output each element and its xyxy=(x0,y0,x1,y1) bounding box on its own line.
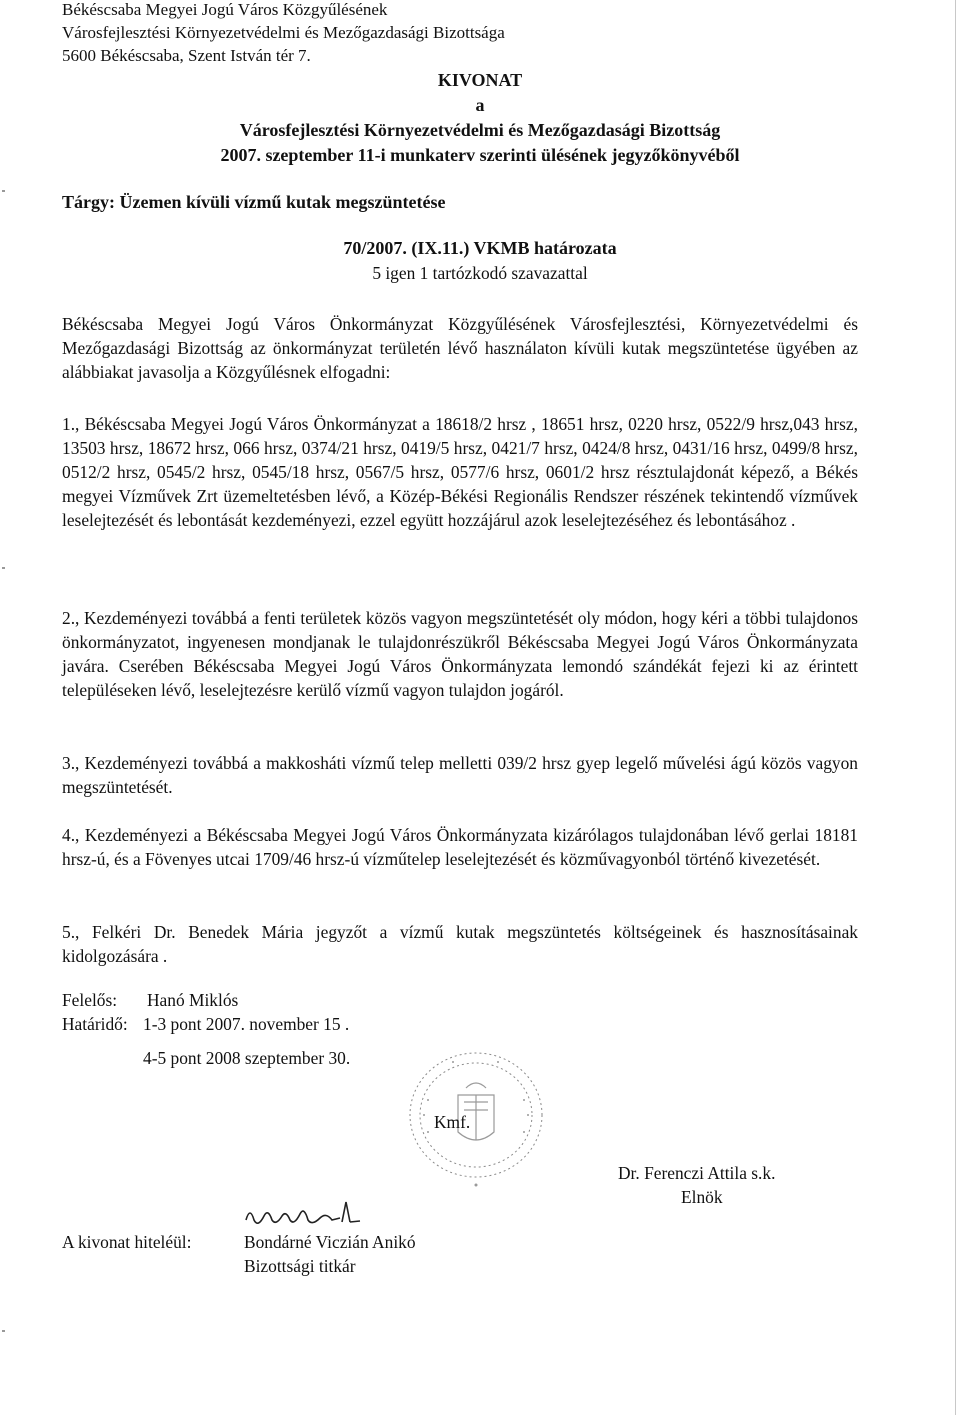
intro-paragraph: Békéscsaba Megyei Jogú Város Önkormányzat Közgyűlésének Városfejlesztési, Környezetvédelmi és Mezőgazdasági Bizottság az önkormányzat területén lévő használaton kívüli kutak megszüntetése ügyében az alábbiakat javasolja a Közgyűlésnek elfogadni: xyxy=(62,314,858,382)
paragraph-2: 2., Kezdeményezi továbbá a fenti területek közös vagyon megszüntetését oly módon, hogy kéri a többi tulajdonos önkormányzatot, ingyenesen mondjanak le tulajdonrészükről Békéscsaba Megyei Jogú Város Önkormányzata javára. Cserében Békéscsaba Megyei Jogú Város Önkormányzata lemondó szándékát fejezi ki az érintett településeken lévő, leselejtezésre kerülő vízmű vagyon tulajdon jogáról. xyxy=(62,608,858,700)
title-connector: a xyxy=(475,95,485,115)
paragraph-5: 5., Felkéri Dr. Benedek Mária jegyzőt a vízmű kutak megszüntetés költségeinek és hasznosításainak kidolgozására . xyxy=(62,922,858,966)
subject-line: Tárgy: Üzemen kívüli vízmű kutak megszüntetése xyxy=(62,192,446,212)
certifier-title: Bizottsági titkár xyxy=(244,1256,356,1276)
header-line-3: 5600 Békéscsaba, Szent István tér 7. xyxy=(62,46,311,65)
official-stamp xyxy=(398,1040,558,1190)
certification-label: A kivonat hiteléül: xyxy=(62,1232,192,1252)
committee-name: Városfejlesztési Környezetvédelmi és Mezőgazdasági Bizottság xyxy=(239,120,721,140)
deadline-1: 1-3 pont 2007. november 15 . xyxy=(143,1014,350,1034)
paragraph-1: 1., Békéscsaba Megyei Jogú Város Önkormányzat a 18618/2 hrsz , 18651 hrsz, 0220 hrsz, 0522/9 hrsz,043 hrsz, 13503 hrsz, 18672 hrsz, 066 hrsz, 0374/21 hrsz, 0419/5 hrsz, 0421/7 hrsz, 0424/8 hrsz, 0431/16 hrsz, 0499/8 hrsz, 0512/2 hrsz, 0545/2 hrsz, 0545/18 hrsz, 0567/5 hrsz, 0577/6 hrsz, 0601/2 hrsz résztulajdonát képező, a Békés megyei Vízművek Zrt üzemeltetésben lévő, a Közép-Békési Regionális Rendszer részének tekintendő vízművek leselejtezését és lebontását kezdeményezi, ezzel együtt hozzájárul azok leselejtezéséhez és lebontásához . xyxy=(62,414,858,530)
paragraph-3: 3., Kezdeményezi továbbá a makkosháti vízmű telep melletti 039/2 hrsz gyep legelő művelési ágú közös vagyon megszüntetését. xyxy=(62,753,858,797)
kmf-label: Kmf. xyxy=(434,1112,471,1132)
scan-mark xyxy=(2,1330,5,1332)
meeting-reference: 2007. szeptember 11-i munkaterv szerinti ülésének jegyzőkönyvéből xyxy=(220,145,740,165)
responsible-name: Hanó Miklós xyxy=(147,990,239,1010)
responsible-label: Felelős: xyxy=(62,990,118,1010)
deadline-2: 4-5 pont 2008 szeptember 30. xyxy=(143,1048,351,1068)
scan-mark xyxy=(2,567,5,569)
certifier-name: Bondárné Viczián Anikó xyxy=(244,1232,416,1252)
signatory-name: Dr. Ferenczi Attila s.k. xyxy=(618,1163,776,1183)
header-line-1: Békéscsaba Megyei Jogú Város Közgyűlésének xyxy=(62,0,388,19)
document-title: KIVONAT xyxy=(437,70,523,90)
paragraph-4: 4., Kezdeményezi a Békéscsaba Megyei Jogú Város Önkormányzata kizárólagos tulajdonában lévő gerlai 18181 hrsz-ú, és a Fövenyes utcai 1709/46 hrsz-ú vízműtelep leselejtezését és közművagyonból történő kivezetését. xyxy=(62,825,858,869)
header-line-2: Városfejlesztési Környezetvédelmi és Mezőgazdasági Bizottsága xyxy=(62,23,505,42)
vote-result: 5 igen 1 tartózkodó szavazattal xyxy=(372,263,588,283)
deadline-label: Határidő: xyxy=(62,1014,128,1034)
scan-edge-line xyxy=(955,0,956,1415)
resolution-number: 70/2007. (IX.11.) VKMB határozata xyxy=(343,238,617,258)
scan-mark xyxy=(2,190,5,192)
signatory-title: Elnök xyxy=(681,1187,723,1207)
handwritten-signature xyxy=(240,1198,380,1234)
